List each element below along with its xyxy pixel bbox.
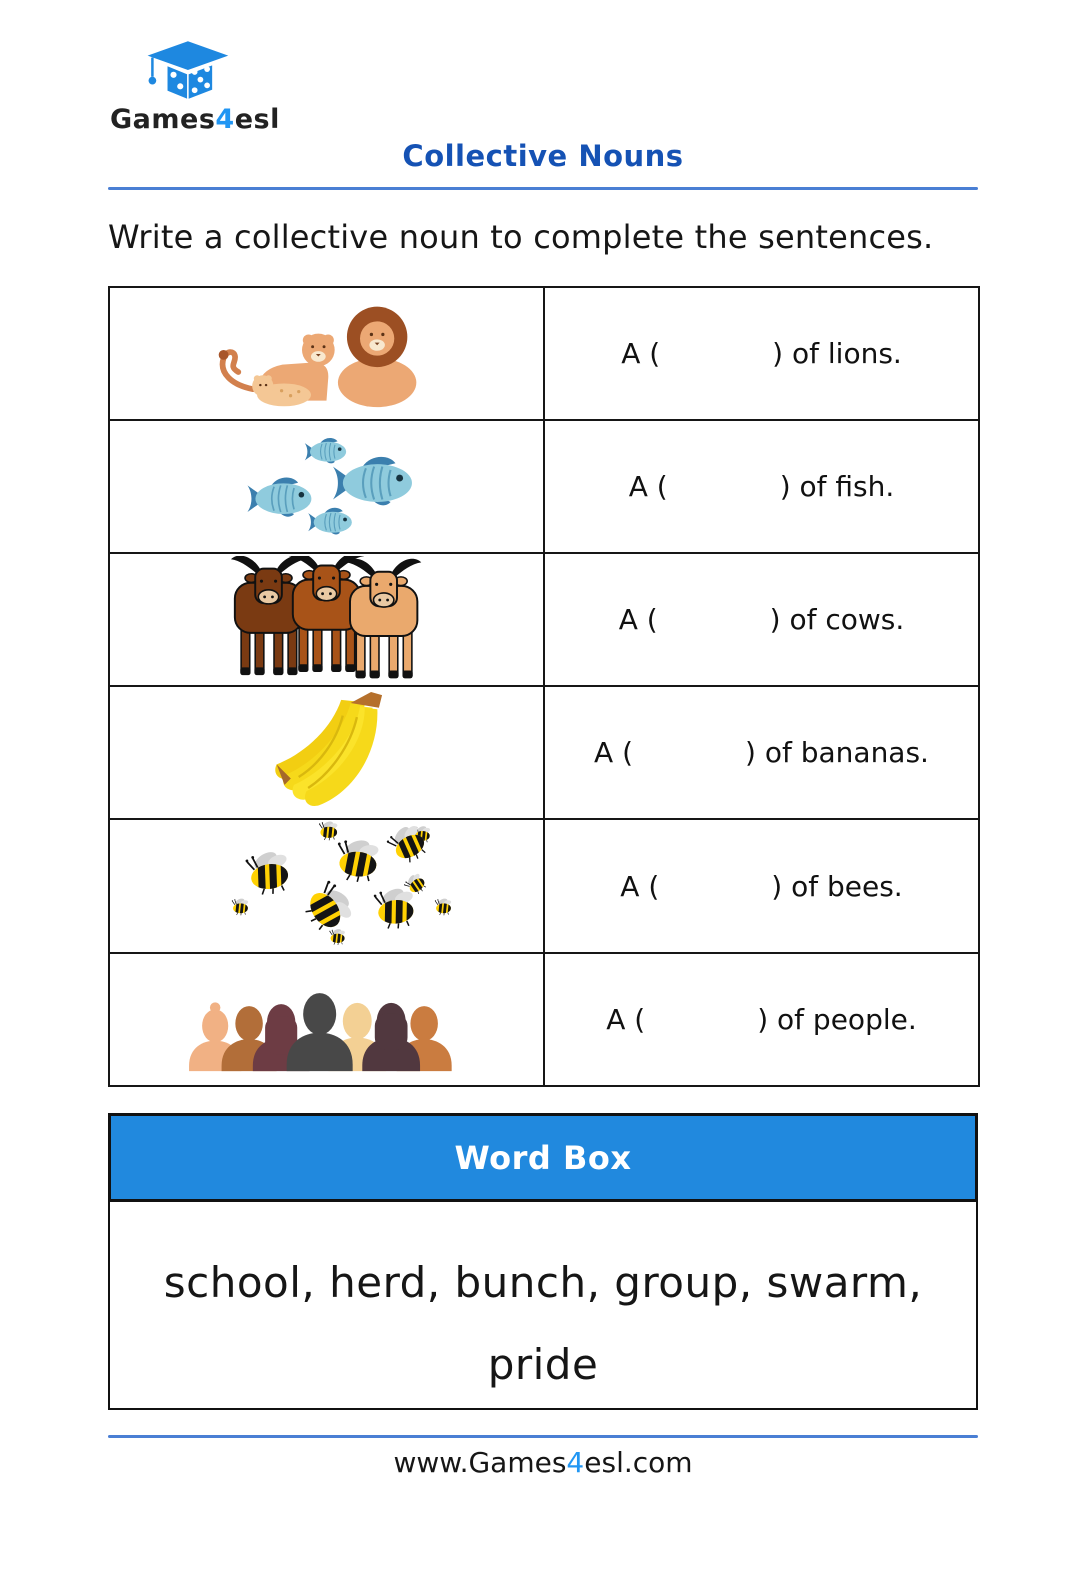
- sentence-lions: A ( ) of lions.: [544, 287, 979, 420]
- worksheet-page: [0, 40, 1086, 1576]
- people-image: [162, 963, 492, 1073]
- graduation-cap-dice-icon: [138, 40, 234, 102]
- title-divider: [108, 187, 978, 190]
- table-row: [109, 819, 979, 953]
- cows-image: [209, 556, 444, 680]
- sentence-people: A ( ) of people.: [544, 953, 979, 1086]
- people-image-cell: [109, 953, 544, 1086]
- table-row: [109, 287, 979, 420]
- table-row: [109, 953, 979, 1086]
- sentence-bananas: A ( ) of bananas.: [544, 686, 979, 819]
- fish-image: [209, 425, 444, 545]
- lions-image-cell: [109, 287, 544, 420]
- sentence-fish: A ( ) of fish.: [544, 420, 979, 553]
- worksheet-table: [108, 286, 980, 1087]
- brand-text: Games4esl: [110, 104, 280, 135]
- logo: [110, 40, 280, 135]
- word-box: [108, 1113, 978, 1410]
- table-row: [109, 553, 979, 686]
- footer-url: www.Games4esl.com: [393, 1446, 693, 1479]
- table-row: [109, 420, 979, 553]
- word-box-line-2: pride: [487, 1339, 599, 1389]
- bananas-image: [263, 692, 391, 810]
- word-box-line-1: school, herd, bunch, group, swarm,: [163, 1258, 923, 1307]
- bees-image-cell: [109, 819, 544, 953]
- sentence-cows: A ( ) of cows.: [544, 553, 979, 686]
- word-box-title: Word Box: [108, 1113, 978, 1202]
- lions-image: [204, 292, 449, 412]
- instruction-text: Write a collective noun to complete the sentences.: [108, 218, 934, 256]
- footer-divider: [108, 1435, 978, 1438]
- cows-image-cell: [109, 553, 544, 686]
- sentence-bees: A ( ) of bees.: [544, 819, 979, 953]
- table-row: [109, 686, 979, 819]
- bees-image: [177, 820, 477, 948]
- word-box-words: [108, 1202, 978, 1410]
- fish-image-cell: [109, 420, 544, 553]
- bananas-image-cell: [109, 686, 544, 819]
- page-title: Collective Nouns: [402, 139, 684, 173]
